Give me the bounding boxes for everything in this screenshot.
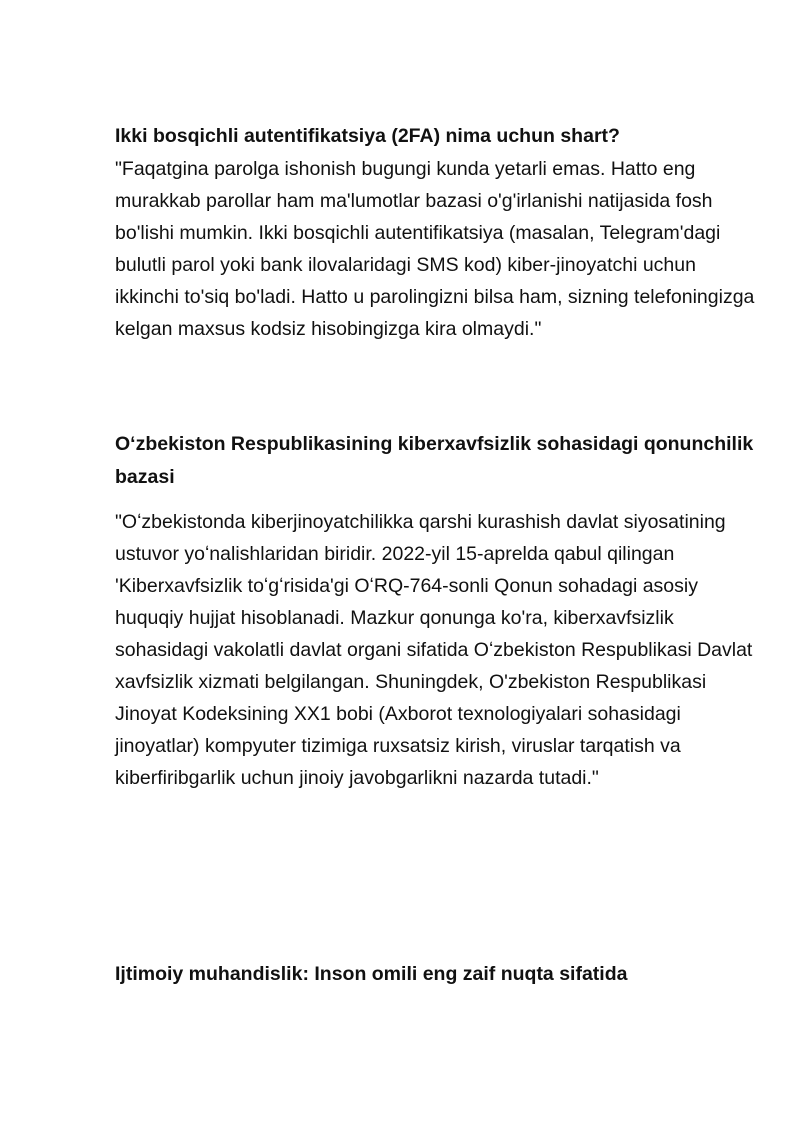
- section-legislation: [115, 428, 755, 794]
- section-heading: Ikki bosqichli autentifikatsiya (2FA) nima uchun shart?: [115, 125, 620, 147]
- section-paragraph: "Oʻzbekistonda kiberjinoyatchilikka qarshi kurashish davlat siyosatining ustuvor yoʻnalishlaridan biridir. 2022-yil 15-aprelda qabul qilingan 'Kiberxavfsizlik toʻgʻrisida'gi OʻRQ-764-sonli Qonun sohadagi asosiy huquqiy hujjat hisoblanadi. Mazkur qonunga ko'ra, kiberxavfsizlik sohasidagi vakolatli davlat organi sifatida Oʻzbekiston Respublikasi Davlat xavfsizlik xizmati belgilangan. Shuningdek, O'zbekiston Respublikasi Jinoyat Kodeksining XX1 bobi (Axborot texnologiyalari sohasidagi jinoyatlar) kompyuter tizimiga ruxsatsiz kirish, viruslar tarqatish va kiberfiribgarlik uchun jinoiy javobgarlikni nazarda tutadi.": [115, 511, 753, 789]
- section-2fa: [115, 120, 755, 345]
- section-heading: Oʻzbekiston Respublikasining kiberxavfsizlik sohasidagi qonunchilik bazasi: [115, 433, 754, 488]
- section-social-engineering: [115, 958, 755, 991]
- section-heading: Ijtimoiy muhandislik: Inson omili eng zaif nuqta sifatida: [115, 963, 628, 985]
- section-paragraph: "Faqatgina parolga ishonish bugungi kunda yetarli emas. Hatto eng murakkab parollar ham ma'lumotlar bazasi o'g'irlanishi natijasida fosh bo'lishi mumkin. Ikki bosqichli autentifikatsiya (masalan, Telegram'dagi bulutli parol yoki bank ilovalaridagi SMS kod) kiber-jinoyatchi uchun ikkinchi to'siq bo'ladi. Hatto u parolingizni bilsa ham, sizning telefoningizga kelgan maxsus kodsiz hisobingizga kira olmaydi.": [115, 158, 755, 340]
